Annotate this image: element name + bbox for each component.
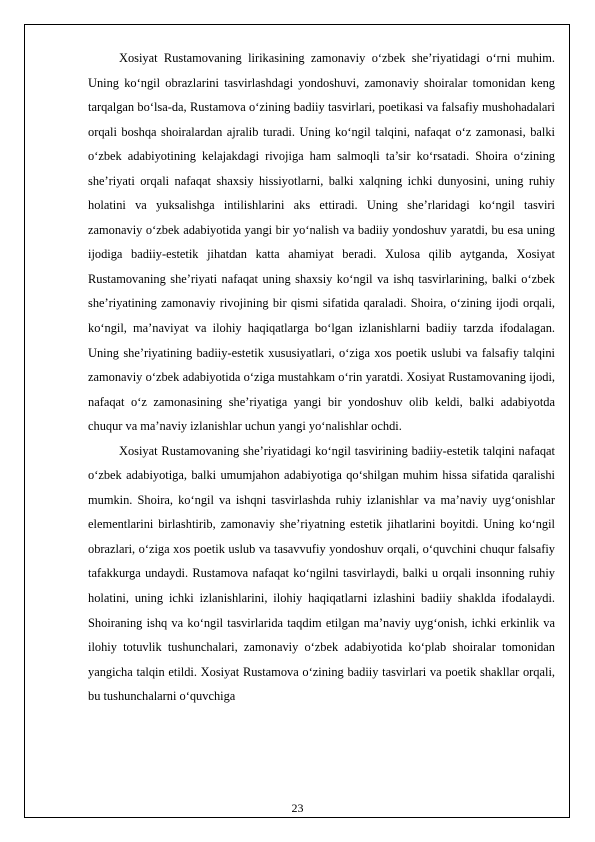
paragraph-1: Xosiyat Rustamovaning lirikasining zamonaviy o‘zbek she’riyatidagi o‘rni muhim. Uning ko‘ngil obrazlarini tasvirlashdagi yondoshuvi, zamonaviy shoiralar tomonidan keng tarqalgan bo‘lsa-da, Rustamova o‘zining badiiy tasvirlari, poetikasi va falsafiy mushohadalari orqali boshqa shoiralardan ajralib turadi. Uning ko‘ngil talqini, nafaqat o‘z zamonasi, balki o‘zbek adabiyotining kelajakdagi rivojiga ham salmoqli ta’sir ko‘rsatadi. Shoira o‘zining she’riyati orqali nafaqat shaxsiy hissiyotlarni, balki xalqning ichki dunyosini, uning ruhiy holatini va yuksalishga intilishlarini aks ettiradi. Uning she’rlaridagi ko‘ngil tasviri zamonaviy o‘zbek adabiyotida yangi bir yo‘nalish va badiiy yondoshuv yaratdi, bu esa uning ijodiga badiiy-estetik jihatdan katta ahamiyat beradi. Xulosa qilib aytganda, Xosiyat Rustamovaning she’riyati nafaqat uning shaxsiy ko‘ngil va ishq tasvirlarining, balki o‘zbek she’riyatining zamonaviy rivojining bir qismi sifatida qaraladi. Shoira, o‘zining ijodi orqali, ko‘ngil, ma’naviyat va ilohiy haqiqatlarga bo‘lgan izlanishlarni badiiy tarzda ifodalagan. Uning she’riyatining badiiy-estetik xususiyatlari, o‘ziga xos poetik uslubi va falsafiy talqini zamonaviy o‘zbek adabiyotida o‘ziga mustahkam o‘rin yaratdi. Xosiyat Rustamovaning ijodi, nafaqat o‘z zamonasining she’riyatiga yangi bir yondoshuv olib keldi, balki adabiyotda chuqur va ma’naviy izlanishlar uchun yangi yo‘nalishlar ochdi. xyxy=(88,51,555,434)
paragraph-2: Xosiyat Rustamovaning she’riyatidagi ko‘ngil tasvirining badiiy-estetik talqini nafaqat o‘zbek adabiyotiga, balki umumjahon adabiyotiga qo‘shilgan muhim hissa sifatida qaralishi mumkin. Shoira, ko‘ngil va ishqni tasvirlashda ruhiy izlanishlar va ma’naviy uyg‘onishlar elementlarini birlashtirib, zamonaviy she’riyatning estetik jihatlarini boyitdi. Uning ko‘ngil obrazlari, o‘ziga xos poetik uslub va tasavvufiy yondoshuv orqali, o‘quvchini chuqur falsafiy tafakkurga undaydi. Rustamova nafaqat ko‘ngilni tasvirlaydi, balki u orqali insonning ruhiy holatini, uning ichki izlanishlarini, ilohiy haqiqatlarni izlashini badiiy shaklda ifodalaydi. Shoiraning ishq va ko‘ngil tasvirlarida taqdim etilgan ma’naviy uyg‘onish, ichki erkinlik va ilohiy totuvlik tushunchalari, zamonaviy o‘zbek adabiyotida ko‘plab shoiralar tomonidan yangicha talqin etildi. Xosiyat Rustamova o‘zining badiiy tasvirlari va poetik shakllar orqali, bu tushunchalarni o‘quvchiga xyxy=(88,443,555,704)
body-text xyxy=(88,46,555,709)
page-number: 23 xyxy=(291,801,304,815)
